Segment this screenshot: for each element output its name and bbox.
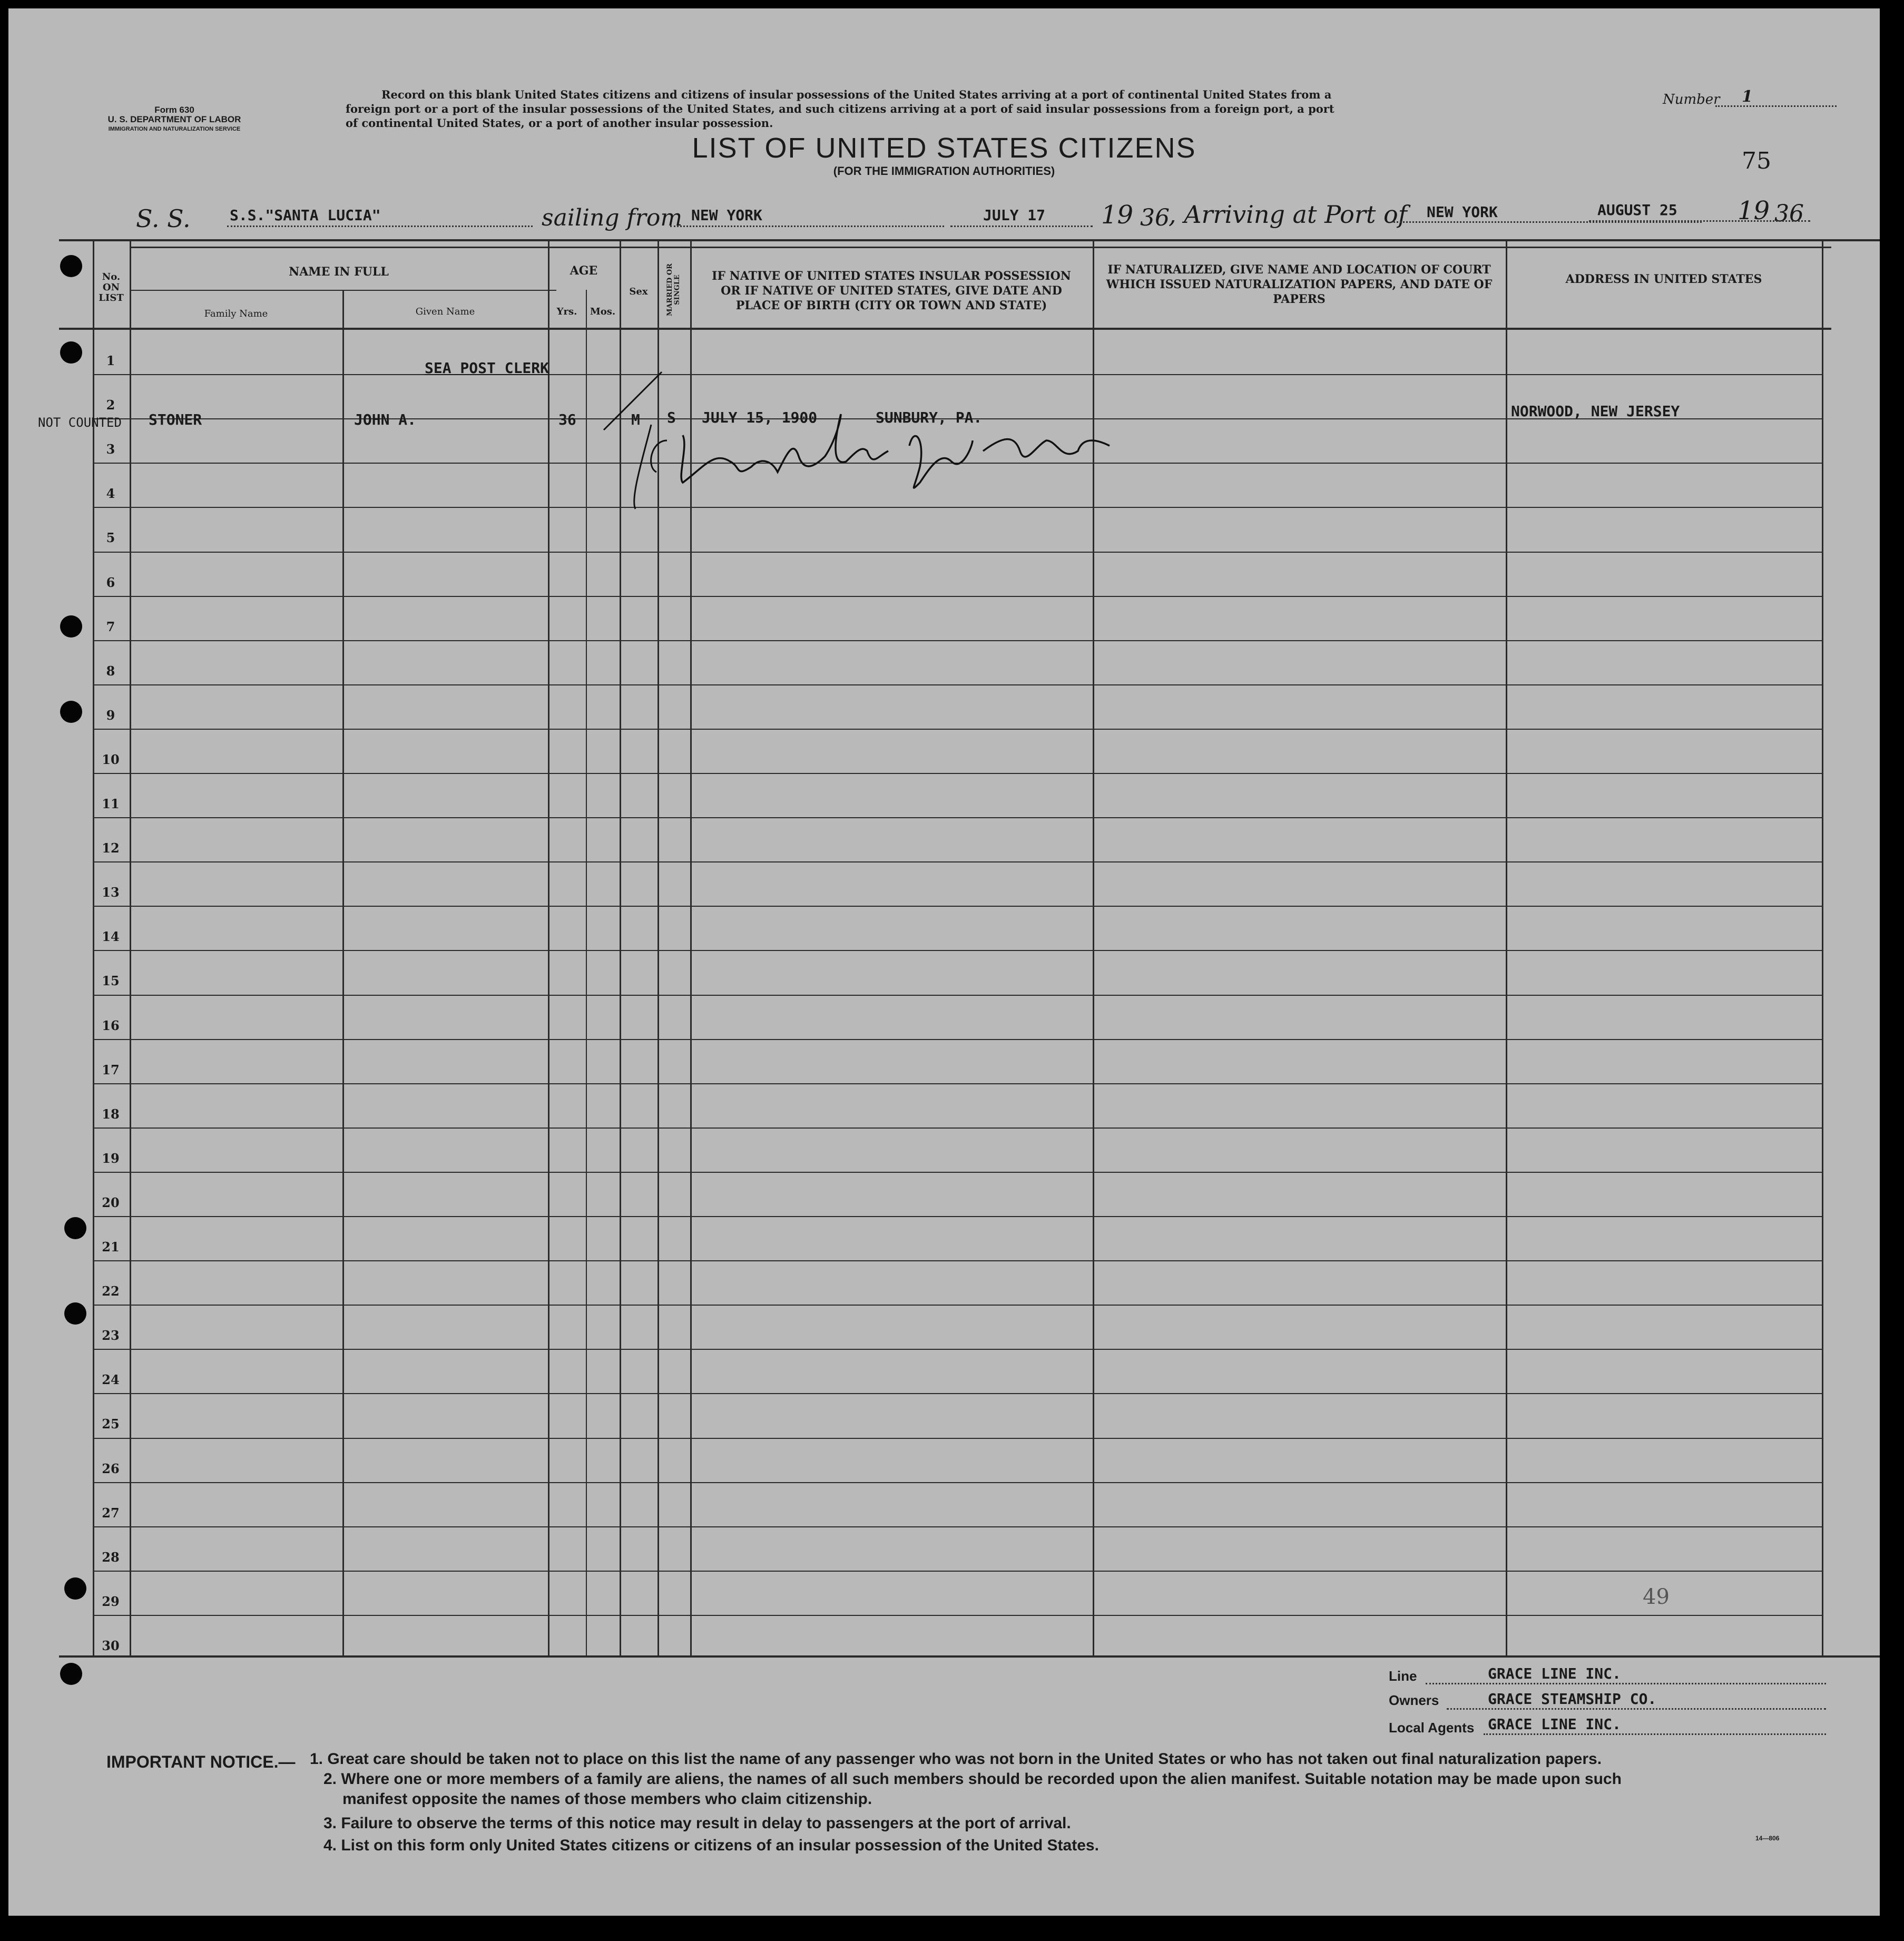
row-number: 25 xyxy=(102,1416,120,1432)
agents-underline xyxy=(1484,1733,1826,1735)
owners-value: GRACE STEAMSHIP CO. xyxy=(1488,1690,1657,1708)
ship-name: S.S."SANTA LUCIA" xyxy=(230,207,381,224)
header-age: AGE xyxy=(570,264,598,278)
instruction-line-1: Record on this blank United States citizens and citizens of insular possessions of the United States arriving at a port of continental United States from a xyxy=(381,88,1332,101)
row-rule xyxy=(93,1305,1822,1306)
year-prefix: 19 xyxy=(1101,200,1134,230)
row-rule xyxy=(93,1260,1822,1261)
punch-hole xyxy=(64,1577,86,1600)
line-underline xyxy=(1426,1683,1826,1684)
row-rule xyxy=(93,1571,1822,1572)
row-number: 17 xyxy=(102,1062,120,1077)
row-number: 16 xyxy=(102,1018,120,1033)
header-family-name: Family Name xyxy=(204,308,268,319)
row-rule xyxy=(93,1482,1822,1483)
row-number: 8 xyxy=(106,663,115,679)
form-header xyxy=(87,105,261,134)
punch-hole xyxy=(64,1302,86,1325)
header-name-in-full: NAME IN FULL xyxy=(289,265,389,279)
notice-2a: 2. Where one or more members of a family are aliens, the names of all such members should be recorded upon the alien manifest. Suitable notation may be made upon such xyxy=(323,1770,1622,1788)
instructions xyxy=(346,87,1334,130)
row-rule xyxy=(93,1172,1822,1173)
col-rule-family xyxy=(130,240,131,1658)
row-number: 12 xyxy=(102,840,120,856)
ss-label: S. S. xyxy=(136,204,191,233)
row-rule xyxy=(93,817,1822,818)
row-rule xyxy=(93,1438,1822,1439)
row-number: 2 xyxy=(106,397,115,413)
col-rule-age xyxy=(548,240,549,1658)
punch-hole xyxy=(60,341,82,364)
header-naturalized: IF NATURALIZED, GIVE NAME AND LOCATION OF COURT WHICH ISSUED NATURALIZATION PAPERS, AND DATE OF PAPERS xyxy=(1106,263,1493,306)
header-mos: Mos. xyxy=(590,306,616,317)
stamp-number: 49 xyxy=(1643,1585,1670,1609)
department-name: U. S. DEPARTMENT OF LABOR xyxy=(107,114,241,124)
punch-hole xyxy=(60,615,82,638)
row-number: 27 xyxy=(102,1505,120,1521)
notice-heading: IMPORTANT NOTICE.— xyxy=(106,1752,296,1771)
row-rule xyxy=(93,1526,1822,1527)
row-rule xyxy=(93,1128,1822,1129)
arriving-label: , Arriving at Port of xyxy=(1169,200,1407,229)
row-rule xyxy=(93,906,1822,907)
notice-2b: manifest opposite the names of those members who claim citizenship. xyxy=(342,1790,872,1808)
notice-4: 4. List on this form only United States citizens or citizens of an insular possession of the United States. xyxy=(323,1837,1099,1854)
sail-date: JULY 17 xyxy=(983,207,1046,224)
header-bottom-rule xyxy=(59,328,1831,330)
notice-3: 3. Failure to observe the terms of this notice may result in delay to passengers at the port of arrival. xyxy=(323,1815,1071,1832)
row-number: 26 xyxy=(102,1461,120,1476)
print-code: 14—806 xyxy=(1755,1835,1780,1842)
address-cell: NORWOOD, NEW JERSEY xyxy=(1511,403,1680,420)
row-number: 1 xyxy=(106,353,115,368)
row-number: 19 xyxy=(102,1151,120,1166)
row-number: 5 xyxy=(106,530,115,545)
header-married-or-single: MARRIED OR SINGLE xyxy=(666,263,681,317)
agents-value: GRACE LINE INC. xyxy=(1488,1715,1621,1733)
row-rule xyxy=(93,684,1822,685)
owners-underline xyxy=(1447,1708,1826,1710)
header-yrs: Yrs. xyxy=(556,306,577,317)
row-rule xyxy=(93,1083,1822,1084)
line-value: GRACE LINE INC. xyxy=(1488,1665,1621,1682)
family-name-cell: STONER xyxy=(149,411,202,428)
row-number: 13 xyxy=(102,885,120,900)
margin-note: NOT COUNTED xyxy=(38,415,122,430)
row-number: 20 xyxy=(102,1195,120,1210)
page-title: LIST OF UNITED STATES CITIZENS xyxy=(692,132,1196,164)
table-bottom-rule xyxy=(59,1655,1880,1658)
punch-hole xyxy=(60,701,82,723)
notice-1: 1. Great care should be taken not to place on this list the name of any passenger who was not born in the United States or who has not taken out final naturalization papers. xyxy=(310,1750,1602,1768)
punch-hole xyxy=(64,1217,86,1239)
row-rule xyxy=(93,861,1822,862)
header-given-name: Given Name xyxy=(415,306,475,317)
punch-hole xyxy=(60,255,82,277)
col-rule-no xyxy=(93,240,94,1658)
table-top-rule xyxy=(59,239,1880,241)
arrival-date: AUGUST 25 xyxy=(1597,201,1677,219)
row-rule xyxy=(93,552,1822,553)
number-underline xyxy=(1715,105,1837,107)
agents-label: Local Agents xyxy=(1389,1720,1475,1736)
punch-hole xyxy=(60,1663,82,1685)
row-rule xyxy=(93,950,1822,951)
col-rule-right xyxy=(1822,240,1823,1658)
manifest-sheet xyxy=(8,8,1880,1916)
row-number: 7 xyxy=(106,619,115,634)
row-number: 18 xyxy=(102,1106,120,1122)
row-rule xyxy=(93,773,1822,774)
birth-place-cell: SUNBURY, PA. xyxy=(876,409,983,426)
row-rule xyxy=(93,1349,1822,1350)
number-value: 1 xyxy=(1742,87,1753,106)
col-rule-address xyxy=(1506,240,1507,1658)
row-number: 30 xyxy=(102,1638,120,1653)
form-number: Form 630 xyxy=(154,105,194,115)
row-rule xyxy=(93,1393,1822,1394)
arrival-date-underline xyxy=(1589,220,1810,222)
age-yrs-cell: 36 xyxy=(558,411,576,428)
header-native: IF NATIVE OF UNITED STATES INSULAR POSSESSION OR IF NATIVE OF UNITED STATES, GIVE DATE AND PLACE OF BIRTH (CITY OR TOWN AND STATE) xyxy=(712,269,1071,312)
number-label: Number xyxy=(1663,92,1720,107)
arrival-year: 36 xyxy=(1774,200,1804,227)
owners-label: Owners xyxy=(1389,1692,1439,1708)
instruction-line-2: foreign port or a port of the insular possessions of the United States, and such citizens arriving at a port of said insular possessions from a foreign port, a port xyxy=(346,102,1334,115)
row-rule xyxy=(93,1039,1822,1040)
sex-cell: M xyxy=(631,411,640,428)
service-name: IMMIGRATION AND NATURALIZATION SERVICE xyxy=(108,126,241,132)
sail-year: 36 xyxy=(1140,204,1170,231)
row-number: 15 xyxy=(102,973,120,988)
ship-underline xyxy=(227,226,533,227)
from-port-underline xyxy=(670,226,944,227)
instruction-line-3: of continental United States, or a port of another insular possession. xyxy=(346,116,773,130)
row-rule xyxy=(93,995,1822,996)
birth-date-cell: JULY 15, 1900 xyxy=(702,409,818,426)
header-no-on-list: No. ON LIST xyxy=(99,271,124,303)
row-number: 22 xyxy=(102,1283,120,1299)
table-top-rule-inner xyxy=(130,247,1831,248)
line-label: Line xyxy=(1389,1668,1417,1684)
inspector-signature xyxy=(593,361,1225,519)
col-rule-mos xyxy=(586,290,587,1658)
row-number: 21 xyxy=(102,1239,120,1254)
row-rule xyxy=(93,1216,1822,1217)
row-number: 29 xyxy=(102,1594,120,1609)
arrival-port: NEW YORK xyxy=(1427,203,1498,221)
sail-date-underline xyxy=(950,226,1093,227)
sailing-label: sailing from xyxy=(542,204,683,231)
marital-cell: S xyxy=(667,409,676,426)
header-sex: Sex xyxy=(629,286,648,297)
col-rule-given xyxy=(342,290,344,1658)
row-rule xyxy=(93,1615,1822,1616)
row-rule xyxy=(93,596,1822,597)
header-address: ADDRESS IN UNITED STATES xyxy=(1565,272,1762,286)
row-number: 6 xyxy=(106,575,115,590)
row-number: 4 xyxy=(106,486,115,501)
row-number: 3 xyxy=(106,442,115,457)
row-number: 23 xyxy=(102,1328,120,1343)
row-number: 14 xyxy=(102,929,120,944)
from-port: NEW YORK xyxy=(691,207,762,224)
row-number: 9 xyxy=(106,708,115,723)
row-rule xyxy=(93,640,1822,641)
row-rule xyxy=(93,729,1822,730)
given-name-cell: JOHN A. xyxy=(354,411,417,428)
page-subtitle: (FOR THE IMMIGRATION AUTHORITIES) xyxy=(833,164,1055,178)
row-number: 28 xyxy=(102,1550,120,1565)
arrival-year-prefix: 19 xyxy=(1738,196,1770,226)
row-number: 10 xyxy=(102,752,120,767)
row-number: 24 xyxy=(102,1372,120,1387)
row-number: 11 xyxy=(102,796,120,811)
row1-note: SEA POST CLERK xyxy=(425,359,549,377)
page-mark: 75 xyxy=(1742,148,1771,174)
